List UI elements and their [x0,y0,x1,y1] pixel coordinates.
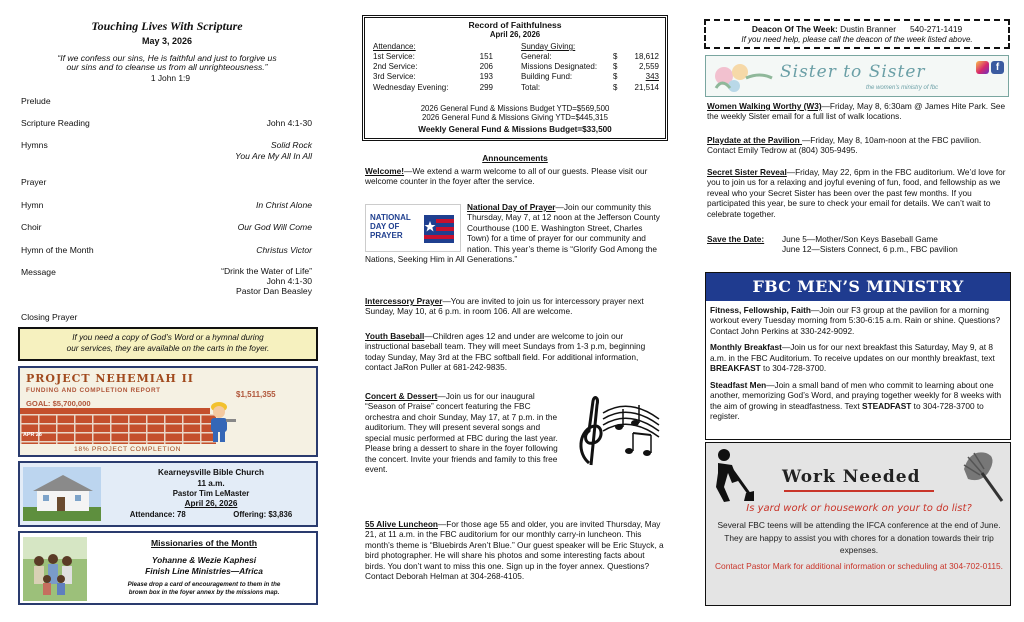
facebook-icon[interactable]: f [991,61,1004,74]
service-title: Touching Lives With Scripture [91,19,243,33]
work-contact: Contact Pastor Mark for additional information or scheduling at 304-702-0115. [714,561,1003,571]
kearneysville-attendance: Attendance: 78 [129,510,186,520]
save-the-date: Save the Date: June 5—Mother/Son Keys Baseball Game June 12—Sisters Connect, 6 p.m., FBC pavilion [707,234,958,255]
sister-title: Sister to Sister [780,62,926,82]
order-item-message: Message “Drink the Water of Life” John 4:1-30 Pastor Dan Beasley [21,265,312,296]
national-day-of-prayer-logo: NATIONAL DAY OF PRAYER [365,204,461,252]
brick-wall-progress [20,414,216,444]
attendance-row: 3rd Service: 193 [373,72,493,82]
record-date: April 26, 2026 [489,30,541,40]
kearneysville-offering: Offering: $3,836 [233,510,293,520]
giving-row: Building Fund: $ 343 [521,72,659,82]
feather-duster-icon [958,447,1006,505]
announcements-column [362,0,668,622]
kearneysville-time: 11 a.m. [197,478,225,488]
mens-ministry [705,272,1011,440]
monthly-breakfast: Monthly Breakfast—Join us for our next breakfast this Saturday, May 9, at 8 a.m. in the FBC Auditorium. To receive updates on our monthly breakfast, text BREAKFAST to 304-728-3700. [710,342,995,374]
title-underline [784,490,934,492]
giving-row: Missions Designated: $ 2,559 [521,62,659,72]
missionaries-of-month [18,531,318,605]
intercessory-prayer-announcement: Intercessory Prayer—You are invited to join us for intercessory prayer next Sunday, May 10, at 6 p.m. in room 106. All are welcome. [365,296,644,317]
flowers-icon [710,58,776,96]
missionary-names: Yohanne & Wezie Kaphesi [151,555,257,566]
flag-icon [422,211,458,247]
giving-row: Total: $ 21,514 [521,82,659,92]
order-item-hymns: Hymns Solid Rock You Are My All In All [21,140,312,161]
order-item-closing-prayer: Closing Prayer [21,311,78,322]
service-date: May 3, 2026 [141,35,193,46]
hymnal-note: If you need a copy of God’s Word or a hymnal during our services, they are available on the carts in the foyer. [18,327,318,361]
national-day-of-prayer-announcement: NATIONAL DAY OF PRAYER National Day of Prayer—Join our community this Thursday, May 7, at 12 noon at the Jefferson County Courthouse (100 E. Washington Street, Charles Town) for a time of prayer for our community and nation. This year’s theme is “Glorify God Among the Nations, Seeking Him in All Generations.” [365,202,660,265]
55-alive-luncheon-announcement: 55 Alive Luncheon—For those age 55 and older, you are invited Thursday, May 21, at 11 a.m. in the FBC auditorium for our monthly carry-in luncheon. This month’s theme is “Bluebirds Aren’t Blue.” Our guest speaker will be Eric Stuyck, a bird photographer. He will share his photos and some interesting facts about birds. You don’t want to miss this one. Sign up in the foyer annex. Questions? Contact Deborah Helman at 304-268-4105. [365,519,664,582]
save-date-1: June 5—Mother/Son Keys Baseball Game [782,234,938,244]
deacon-of-the-week: Deacon Of The Week: Dustin Branner 540-271-1419 If you need help, please call the deacon of the week listed above. [704,19,1010,49]
record-title: Record of Faithfulness [468,20,562,30]
women-walking-worthy: Women Walking Worthy (W3)—Friday, May 8, 6:30am @ James Hite Park. See the weekly Sister email for a full list of walk locations. [707,101,1006,122]
youth-baseball-announcement: Youth Baseball—Children ages 12 and under are welcome to join our instructional baseball team. They will meet Sundays from 1-3 p.m, beginning today Sunday, May 3rd at the FBC softball field. For additional information, contact JaRon Puller at 681-242-9835. [365,331,646,373]
save-date-2: June 12—Sisters Connect, 6 p.m., FBC pavilion [782,244,958,255]
order-item-choir: Choir Our God Will Come [21,222,312,233]
missionaries-heading: Missionaries of the Month [151,538,257,548]
announcements-heading: Announcements [482,153,548,163]
church-photo-icon [23,467,101,521]
kearneysville-pastor: Pastor Tim LeMaster [172,489,250,499]
missionary-org: Finish Line Ministries—Africa [145,565,263,576]
nehemiah-title: PROJECT NEHEMIAH II [26,372,194,385]
secret-sister-reveal: Secret Sister Reveal—Friday, May 22, 6pm in the FBC auditorium. We’d love for you to join us for a relaxing and joyful evening of fun, food, and fellowship as we reveal who your Secret Sister has been over the past few months. If you participated this year, be sure to check your email for details. We can’t wait to celebrate together. [707,167,1006,219]
giving-ytd: 2026 General Fund & Missions Giving YTD=$445,315 [421,113,608,123]
giving-row: General: $ 18,612 [521,52,659,62]
welcome-announcement: Welcome!—We extend a warm welcome to all of our guests. Please visit our welcome counter in the foyer after the service. [365,166,648,187]
work-needed [705,442,1011,606]
order-of-service-column [14,0,320,622]
kearneysville-date: April 26, 2026 [184,499,238,509]
order-item-hymn-of-month: Hymn of the Month Christus Victor [21,244,312,255]
attendance-row: 2nd Service: 206 [373,62,493,72]
attendance-row: 1st Service: 151 [373,52,493,62]
ministries-column [704,0,1012,622]
deacon-name: Dustin Branner [840,24,897,34]
order-item-hymn: Hymn In Christ Alone [21,199,312,210]
nehemiah-amount: $1,511,355 [236,390,276,399]
nehemiah-goal: GOAL: $5,700,000 [26,399,91,408]
playdate-at-pavilion: Playdate at the Pavilion —Friday, May 8, 10am-noon at the FBC pavilion. Contact Emily Tedrow at (804) 305-9495. [707,135,982,156]
theme-verse: “If we confess our sins, He is faithful and just to forgive us our sins and to cleanse us from all unrighteousness.” [57,52,277,73]
budget-ytd: 2026 General Fund & Missions Budget YTD=$569,500 [420,103,610,113]
attendance-row: Wednesday Evening: 299 [373,82,493,92]
missionary-family-photo-icon [23,537,87,601]
construction-worker-icon [200,398,238,444]
missionaries-note: Please drop a card of encouragement to them in the brown box in the foyer annex by the missions map. [127,581,281,596]
concert-dessert-announcement: Concert & Dessert—Join us for our inaugural “Season of Praise” concert featuring the FBC orchestra and choir Sunday, May 17, at 7 p.m. in the auditorium. They will present several songs and special music performed at FBC during the last year. Please bring a dessert to share in the foyer following the concert. Invite your friends and family to this free event. [365,391,665,475]
instagram-icon[interactable] [976,61,989,74]
brick-label: APR 26 [23,432,42,438]
work-question: Is yard work or housework on your to do list? [746,503,972,514]
kearneysville-report [18,461,318,527]
music-notes-icon [569,393,665,473]
order-item-prayer: Prayer [21,177,47,188]
sister-subtitle: the women's ministry of fbc [866,85,939,91]
kearneysville-name: Kearneysville Bible Church [157,468,265,477]
fitness-fellowship-faith: Fitness, Fellowship, Faith—Join our F3 group at the pavilion for a morning workout every Tuesday morning from 5:30-6:15 a.m. Rain or shine. Questions? Contact John Perkins at 330-242-9092. [710,305,1001,336]
work-body: Several FBC teens will be attending the IFCA conference at the end of June. They are happy to assist you with chores for a donation towards their trip expenses. [717,520,1001,556]
record-of-faithfulness [362,15,668,141]
work-needed-title: Work Needed [782,467,921,487]
sister-to-sister-banner [705,55,1009,97]
weekly-budget: Weekly General Fund & Missions Budget=$33,500 [418,124,612,134]
deacon-help-text: If you need help, please call the deacon of the week listed above. [741,34,973,44]
giving-table: Sunday Giving: General: $ 18,612 Missions Designated: $ 2,559 Building Fund: $ 343 Total: $ 21,514 [521,41,659,92]
order-item-prelude: Prelude [21,95,51,106]
verse-reference: 1 John 1:9 [150,73,190,84]
order-item-scripture: Scripture Reading John 4:1-30 [21,117,312,128]
project-nehemiah-report [18,366,318,457]
nehemiah-subtitle: FUNDING AND COMPLETION REPORT [26,387,161,394]
order-of-service [14,96,320,335]
attendance-table: Attendance: 1st Service: 151 2nd Service: 206 3rd Service: 193 Wednesday Evening: 299 [373,41,493,92]
mens-ministry-banner: FBC MEN’S MINISTRY [706,273,1010,301]
completion-label: 18% PROJECT COMPLETION [74,446,182,453]
shovel-worker-icon [710,447,756,503]
deacon-phone: 540-271-1419 [909,24,963,34]
steadfast-men: Steadfast Men—Join a small band of men who commit to learning about one another, memorizing God’s Word, and praying together weekly for 8 weeks with the aim of growing in steadfastness. Text STEADFAST to 304-728-3700 to register. [710,379,1002,422]
